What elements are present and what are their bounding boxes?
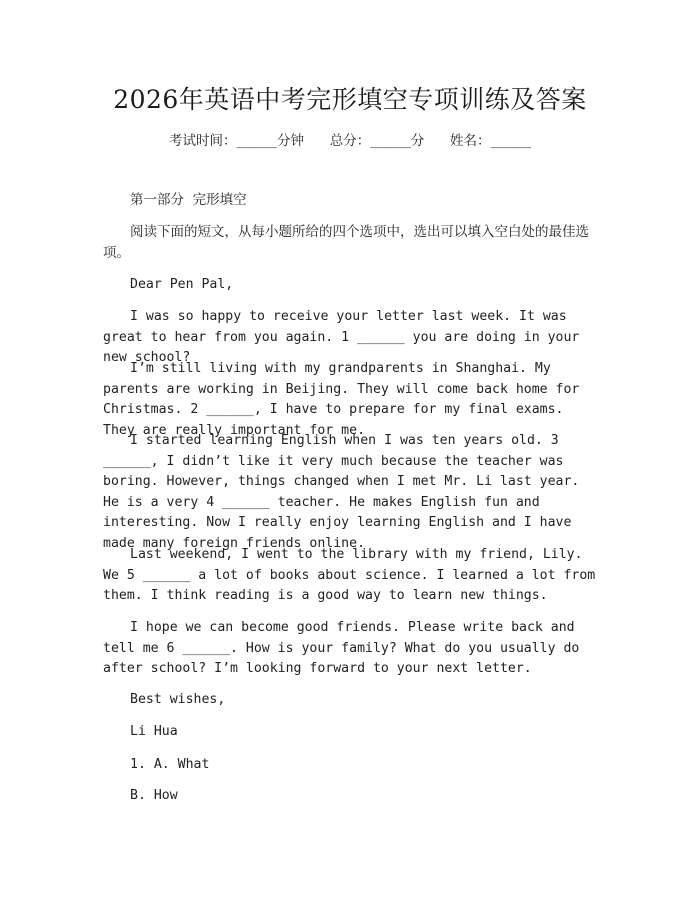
exam-info-line: 考试时间：______分钟 总分：______分 姓名：______ (169, 133, 531, 149)
letter-paragraph-3: I started learning English when I was ten years old. 3 ______, I didn’t like it very much because the teacher was boring. However, things changed when I met Mr. Li last year. He is a very 4 ______ teacher. He makes English fun and interesting. Now I really enjoy learning English and I have made many foreign friends online. (103, 433, 580, 551)
letter-closing: Best wishes, (130, 692, 226, 707)
letter-paragraph-1: I was so happy to receive your letter last week. It was great to hear from you again. 1 ______ you are doing in your new school? (103, 309, 580, 365)
question-1-option-b: B. How (130, 788, 178, 803)
letter-paragraph-2: I’m still living with my grandparents in Shanghai. My parents are working in Beijing. They will come back home for Christmas. 2 ______, I have to prepare for my final exams. They are really important for me. (103, 361, 580, 438)
letter-paragraph-5: I hope we can become good friends. Please write back and tell me 6 ______. How is your family? What do you usually do after school? I’m looking forward to your next letter. (103, 620, 580, 676)
question-1-option-a: 1. A. What (130, 757, 210, 772)
document-title: 2026年英语中考完形填空专项训练及答案 (113, 85, 587, 114)
section-title: 第一部分 完形填空 (130, 192, 247, 208)
letter-paragraph-4: Last weekend, I went to the library with my friend, Lily. We 5 ______ a lot of books about science. I learned a lot from them. I think reading is a good way to learn new things. (103, 547, 596, 603)
letter-greeting: Dear Pen Pal, (130, 277, 234, 292)
letter-signature: Li Hua (130, 724, 178, 739)
instructions: 阅读下面的短文，从每小题所给的四个选项中，选出可以填入空白处的最佳选项。 (103, 224, 589, 261)
